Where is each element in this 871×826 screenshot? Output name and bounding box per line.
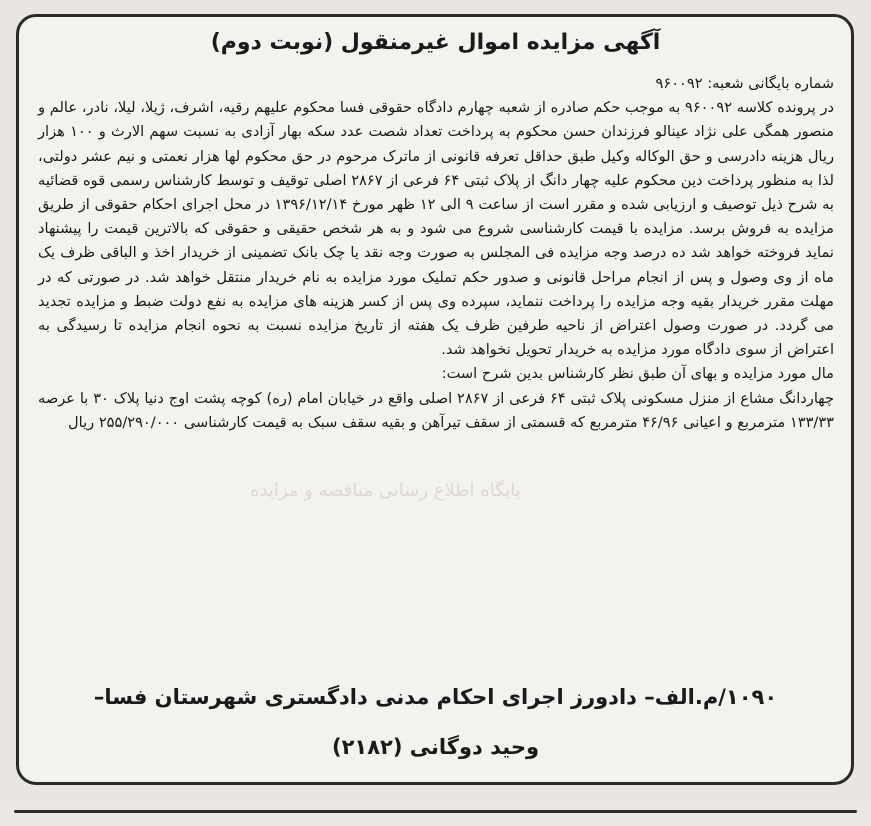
archive-number: شماره بایگانی شعبه: ۹۶۰۰۹۲ [655,75,834,92]
signature-line-1: ۱۰۹۰/م.الف– دادورز اجرای احکام مدنی دادگستری شهرستان فسا– [93,685,778,709]
next-notice-border [0,800,871,826]
watermark: پایگاه اطلاع رسانی مناقصه و مزایده [250,480,521,501]
signature-block [0,672,871,772]
divider-line [14,810,857,813]
property-intro: مال مورد مزایده و بهای آن طبق نظر کارشناس بدین شرح است: [441,365,834,383]
main-paragraph: در پرونده کلاسه ۹۶۰۰۹۲ به موجب حکم صادره از شعبه چهارم دادگاه حقوقی فسا محکوم علیهم رقیه، اشرف، ژیلا، لیلا، نادر، عالم و منصور همگی علی نژاد عینالو فرزندان حسن محکوم به پرداخت تعداد شصت عدد سکه بهار آزادی به نسبت سهم الارث و ۱۰۰ هزار ریال هزینه دادرسی و حق الوکاله وکیل طبق حداقل تعرفه قانونی از ماترک مرحوم در حق محکوم لها هزار نعمتی و نیم عشر دولتی، لذا به منظور پرداخت دین محکوم علیه چهار دانگ از پلاک ثبتی ۶۴ فرعی از ۲۸۶۷ اصلی توقیف و توسط کارشناس رسمی قوه قضائیه به شرح ذیل توصیف و ارزیابی شده و مقرر است از ساعت ۹ الی ۱۲ ظهر مورخ ۱۳۹۶/۱۲/۱۴ در محل اجرای احکام حقوقی از طریق مزایده به فروش برسد. مزایده با قیمت کارشناسی شروع می شود و به هر شخص حقیقی و حقوقی که بالاترین قیمت را پیشنهاد نماید فروخته خواهد شد ده درصد وجه مزایده فی المجلس به صورت وجه نقد یا چک بانک تضمینی از خریدار اخذ و الباقی ظرف یک ماه از وی وصول و پس از انجام مراحل قانونی و صدور حکم تملیک مورد مزایده به نام خریدار منتقل خواهد شد. در صورتی که در مهلت مقرر خریدار بقیه وجه مزایده را پرداخت ننماید، سپرده وی پس از کسر هزینه های مزایده به نفع دولت ضبط و مزایده تجدید می گردد. در صورت وصول اعتراض از ناحیه طرفین ظرف یک هفته از تاریخ مزایده نسبت به نحوه انجام مزایده تا رسیدگی به اعتراض از سوی دادگاه مورد مزایده به خریدار تحویل نخواهد شد. [38,99,834,359]
signature-line-2: وحید دوگانی (۲۱۸۲) [331,735,540,759]
notice-title: آگهی مزایده اموال غیرمنقول (نوبت دوم) [210,30,661,55]
property-description: چهاردانگ مشاع از منزل مسکونی پلاک ثبتی ۶۴ فرعی از ۲۸۶۷ اصلی واقع در خیابان امام (ره) کوچه پشت اوج دنیا پلاک ۳۰ با عرصه ۱۳۳/۳۳ مترمربع و اعیانی ۴۶/۹۶ مترمربع که قسمتی از سقف تیرآهن و بقیه سقف سبک به قیمت کارشناسی ۲۵۵/۲۹۰/۰۰۰ ریال [38,389,835,431]
notice-body [38,72,834,435]
